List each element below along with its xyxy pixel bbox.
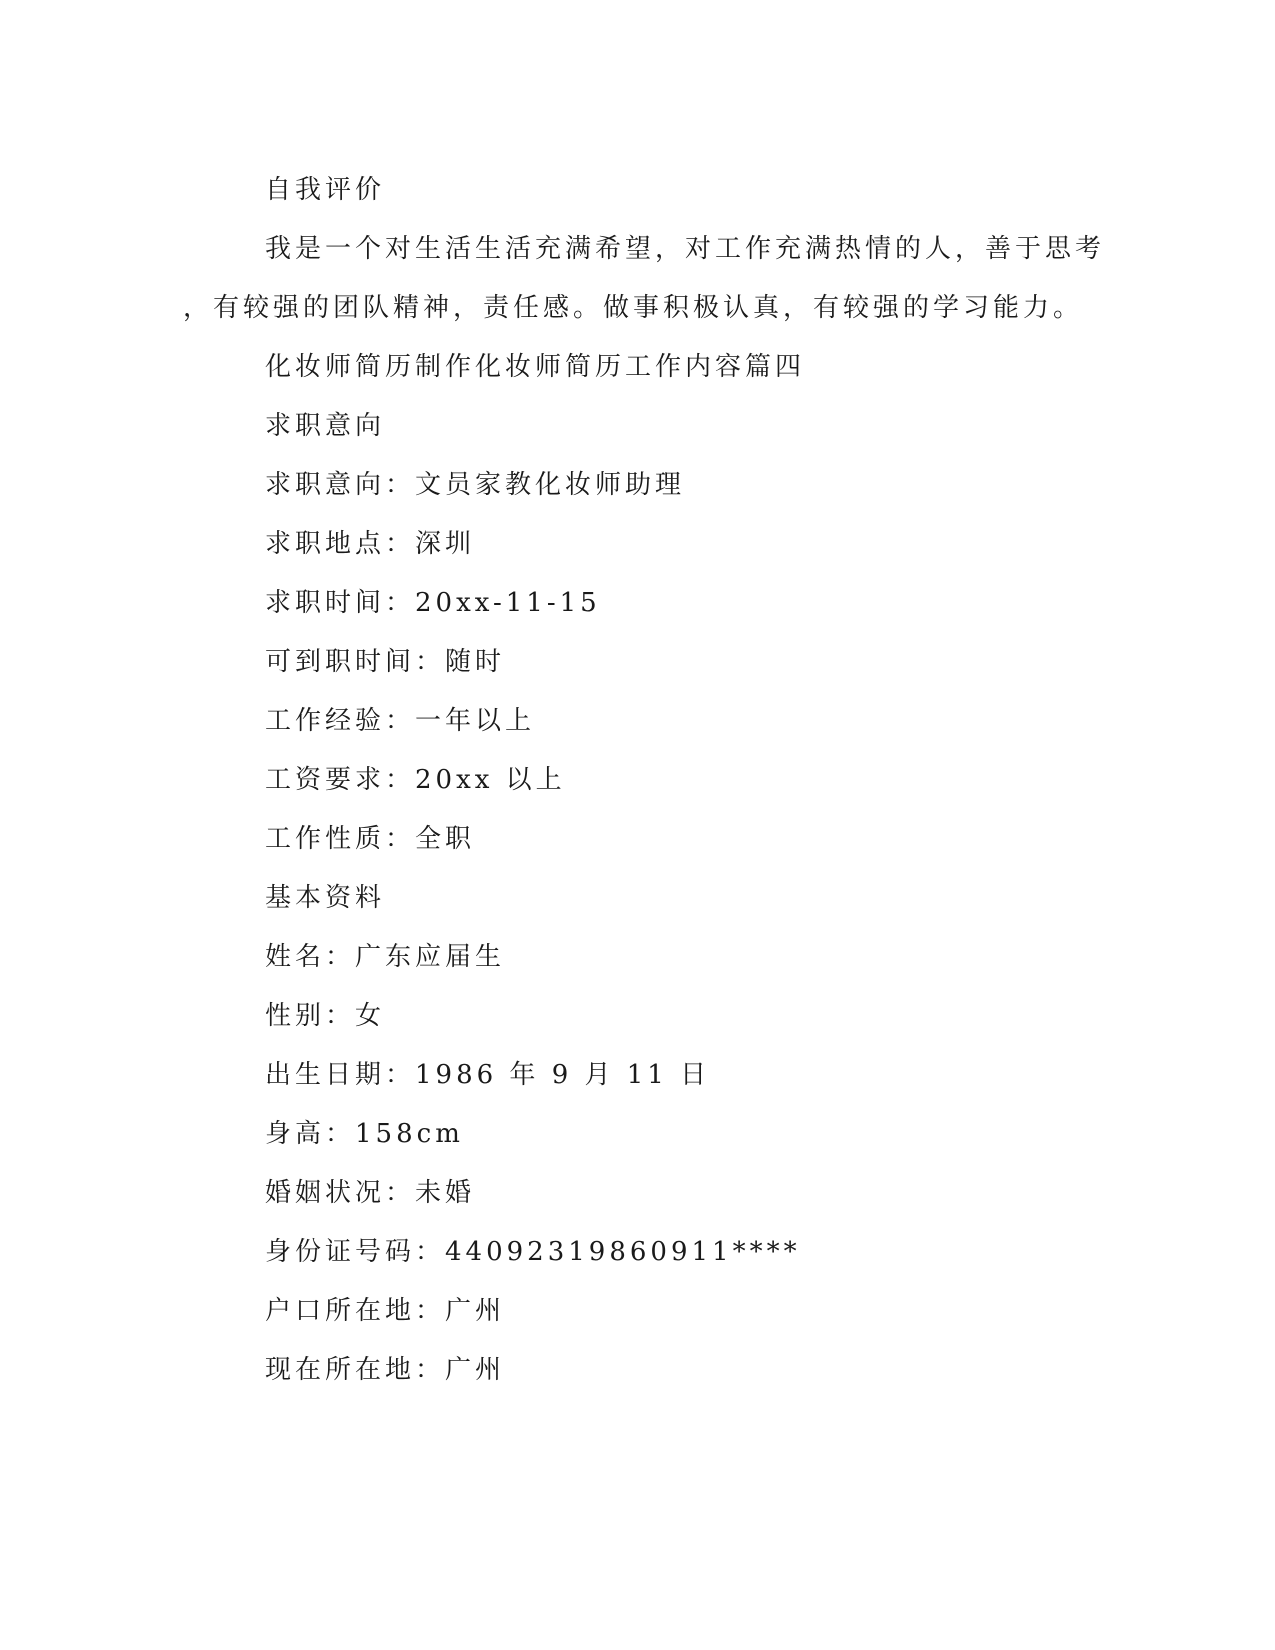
- field-job-location: 求职地点：深圳: [265, 529, 476, 559]
- field-birth-date: 出生日期：1986 年 9 月 11 日: [265, 1060, 711, 1090]
- field-id-number: 身份证号码：44092319860911****: [265, 1237, 801, 1267]
- field-job-date: 求职时间：20xx-11-15: [265, 588, 601, 618]
- self-evaluation-text: 我是一个对生活生活充满希望，对工作充满热情的人，善于思考: [265, 234, 1106, 264]
- section-heading-basic-info: 基本资料: [265, 883, 386, 913]
- self-evaluation-text-continued: ，有较强的团队精神，责任感。做事积极认真，有较强的学习能力。: [183, 293, 1084, 323]
- section-heading-self-evaluation: 自我评价: [265, 175, 386, 205]
- field-salary-requirement: 工资要求：20xx 以上: [265, 765, 566, 795]
- field-available-time: 可到职时间：随时: [265, 647, 506, 677]
- field-height: 身高：158cm: [265, 1119, 464, 1149]
- field-gender: 性别：女: [265, 1001, 386, 1031]
- section-heading-job-intention: 求职意向: [265, 411, 386, 441]
- field-current-location: 现在所在地：广州: [265, 1355, 506, 1385]
- field-job-type: 工作性质：全职: [265, 824, 476, 854]
- field-marital-status: 婚姻状况：未婚: [265, 1178, 476, 1208]
- field-work-experience: 工作经验：一年以上: [265, 706, 536, 736]
- article-title: 化妆师简历制作化妆师简历工作内容篇四: [265, 352, 806, 382]
- field-hukou-location: 户口所在地：广州: [265, 1296, 506, 1326]
- field-name: 姓名：广东应届生: [265, 942, 506, 972]
- field-job-intention: 求职意向：文员家教化妆师助理: [265, 470, 686, 500]
